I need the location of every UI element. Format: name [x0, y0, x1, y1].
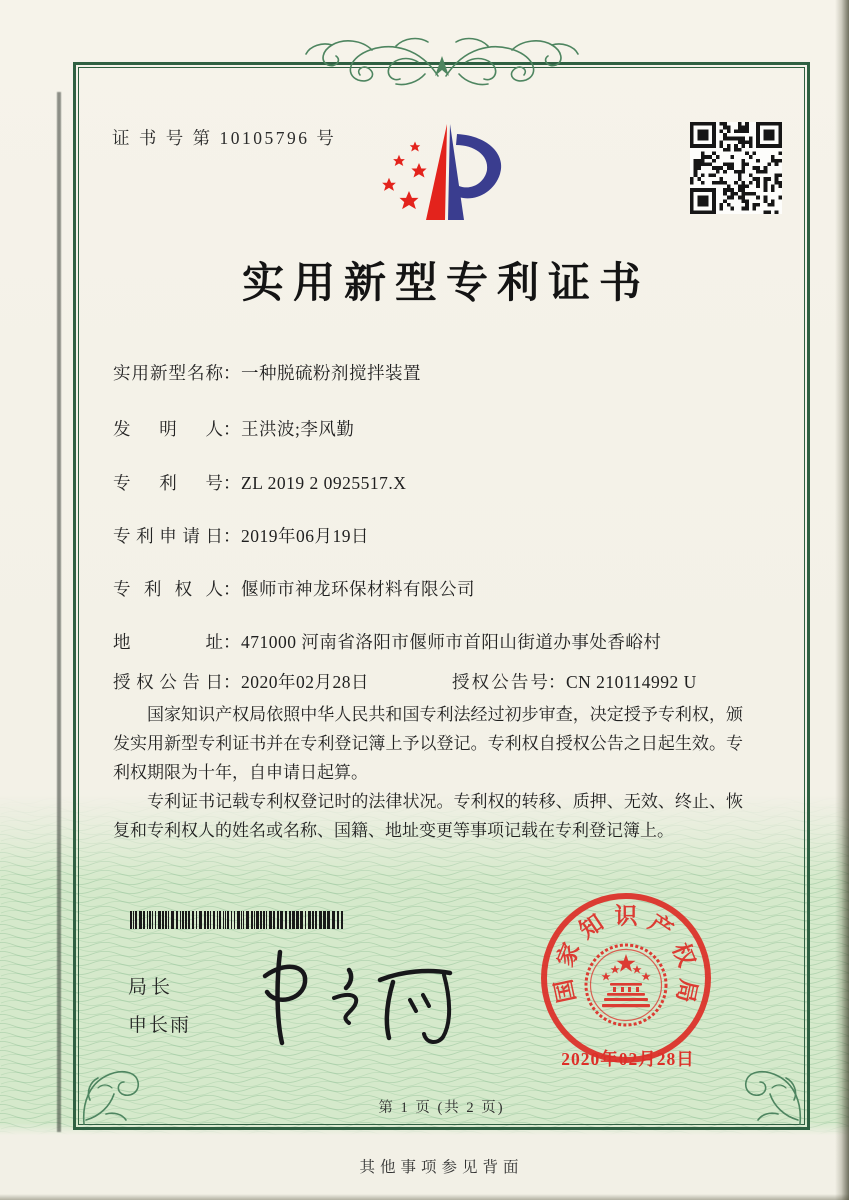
legal-paragraph-1: 国家知识产权局依照中华人民共和国专利法经过初步审查，决定授予专利权，颁发实用新型专利证书并在专利登记簿上予以登记。专利权自授权公告之日起生效。专利权期限为十年，自申请日起算。 [113, 705, 743, 782]
dragon-ornament-icon [300, 30, 584, 92]
field-colon: ： [223, 363, 241, 383]
field-value: 471000 河南省洛阳市偃师市首阳山街道办事处香峪村 [241, 632, 662, 652]
svg-text:家: 家 [552, 939, 585, 971]
field-label: 专利号 [113, 473, 223, 493]
field-row-patent-number [113, 470, 753, 495]
director-signature-icon [252, 942, 472, 1047]
svg-text:知: 知 [574, 909, 608, 944]
field-value: 王洪波;李风勤 [241, 419, 355, 439]
svg-text:局: 局 [671, 977, 702, 1005]
barcode-icon [130, 911, 344, 929]
back-note: 其他事项参见背面 [359, 1159, 524, 1176]
field-label: 专利申请日 [113, 526, 223, 546]
official-seal-icon [536, 888, 716, 1068]
field-label: 专利权人 [113, 579, 223, 599]
legal-text [113, 700, 743, 845]
seal-date: 2020年02月28日 [561, 1049, 695, 1069]
field-value: ZL 2019 2 0925517.X [241, 473, 407, 493]
certificate-title: 实用新型专利证书 [241, 261, 650, 307]
scan-edge-shadow-left [57, 92, 61, 1132]
field-label: 授权公告日 [113, 672, 223, 692]
field-value: CN 210114992 U [566, 672, 697, 692]
field-label: 实用新型名称 [113, 363, 223, 383]
qr-code-icon [690, 122, 782, 214]
svg-text:产: 产 [644, 909, 678, 944]
field-row-filing-date [113, 523, 753, 548]
field-colon: ： [223, 672, 241, 692]
field-colon: ： [223, 632, 241, 652]
field-value: 一种脱硫粉剂搅拌装置 [241, 363, 421, 383]
field-row-name [113, 360, 753, 385]
legal-paragraph-2: 专利证书记载专利权登记时的法律状况。专利权的转移、质押、无效、终止、恢复和专利权人的姓名或名称、国籍、地址变更等事项记载在专利登记簿上。 [113, 792, 743, 840]
svg-text:权: 权 [667, 939, 700, 971]
svg-text:国: 国 [550, 977, 581, 1005]
director-title: 局长 [128, 977, 175, 998]
field-colon: ： [223, 579, 241, 599]
field-label: 地址 [113, 632, 223, 652]
field-row-patentee [113, 576, 753, 601]
scan-edge-shadow-bottom [0, 1194, 849, 1200]
page-number: 第 1 页 (共 2 页) [378, 1100, 505, 1116]
field-label: 发明人 [113, 419, 223, 439]
field-row-address [113, 629, 753, 654]
field-colon: ： [223, 419, 241, 439]
scan-edge-shadow-right [835, 0, 849, 1200]
national-emblem-icon [586, 945, 666, 1025]
certificate-number: 证 书 号 第 10105796 号 [112, 128, 337, 148]
field-value: 2019年06月19日 [241, 526, 369, 546]
field-label: 授权公告号 [452, 672, 548, 692]
director-name: 申长雨 [128, 1015, 192, 1036]
field-row-inventor [113, 416, 753, 441]
field-colon: ： [223, 526, 241, 546]
cnipa-logo-icon [362, 108, 552, 238]
svg-text:识: 识 [614, 903, 638, 929]
field-colon: ： [223, 473, 241, 493]
field-row-grant [113, 669, 753, 694]
field-value: 2020年02月28日 [241, 672, 369, 692]
field-value: 偃师市神龙环保材料有限公司 [241, 579, 475, 599]
field-colon: ： [548, 672, 566, 692]
field-pair-grant-number [452, 669, 697, 694]
